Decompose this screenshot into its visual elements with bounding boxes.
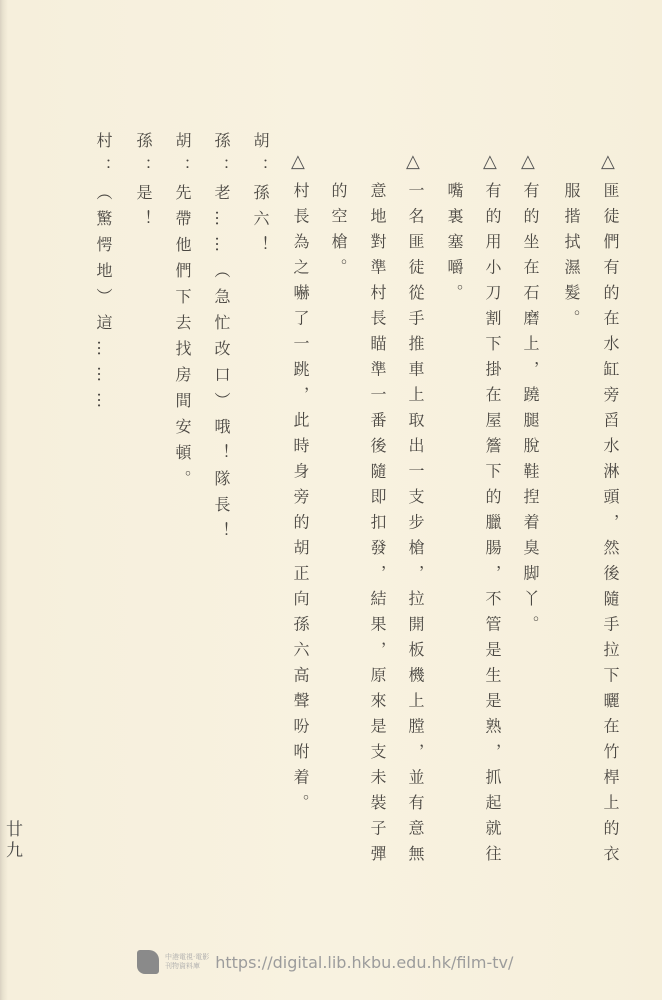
triangle-marker: △: [601, 151, 615, 172]
logo-text: [165, 953, 209, 971]
dialogue-line: 村：（驚愕地）這………: [94, 132, 113, 418]
triangle-marker: △: [406, 151, 420, 172]
narrative-text: 服揩拭濕髮。: [562, 182, 581, 335]
logo-text-line-1: 中港電視‧電影: [165, 953, 210, 961]
dialogue-line: 胡：先帶他們下去找房間安頓。: [173, 132, 192, 496]
watermark-url: https://digital.lib.hkbu.edu.hk/film-tv/: [215, 952, 514, 972]
narrative-text: 匪徒們有的在水缸旁舀水淋頭，然後隨手拉下曬在竹桿上的衣: [601, 182, 620, 871]
narrative-text: 意地對準村長瞄準一番後隨即扣發，結果，原來是支未裝子彈: [368, 182, 387, 871]
narrative-text: 嘴裏塞嚼。: [445, 182, 464, 310]
library-logo-icon: [137, 950, 159, 974]
narrative-text: 村長為之嚇了一跳，此時身旁的胡正向孫六高聲吩咐着。: [291, 182, 310, 820]
logo-text-line-2: 刊物資料庫: [165, 962, 200, 970]
dialogue-line: 孫：老……（急忙改口）哦！隊長！: [212, 132, 231, 548]
narrative-text: 有的坐在石磨上，蹺腿脫鞋揑着臭脚丫。: [521, 182, 540, 641]
triangle-marker: △: [521, 151, 535, 172]
narrative-text: 有的用小刀割下掛在屋簷下的臘腸，不管是生是熟，抓起就往: [483, 182, 502, 871]
page-number: 廿九: [2, 820, 22, 862]
watermark: [137, 950, 513, 974]
triangle-marker: △: [291, 151, 305, 172]
dialogue-line: 胡：孫六！: [251, 132, 270, 262]
triangle-marker: △: [483, 151, 497, 172]
narrative-text: 的空槍。: [329, 182, 348, 284]
narrative-text: 一名匪徒從手推車上取出一支步槍，拉開板機上膛，並有意無: [406, 182, 425, 871]
dialogue-line: 孫：是！: [134, 132, 153, 236]
